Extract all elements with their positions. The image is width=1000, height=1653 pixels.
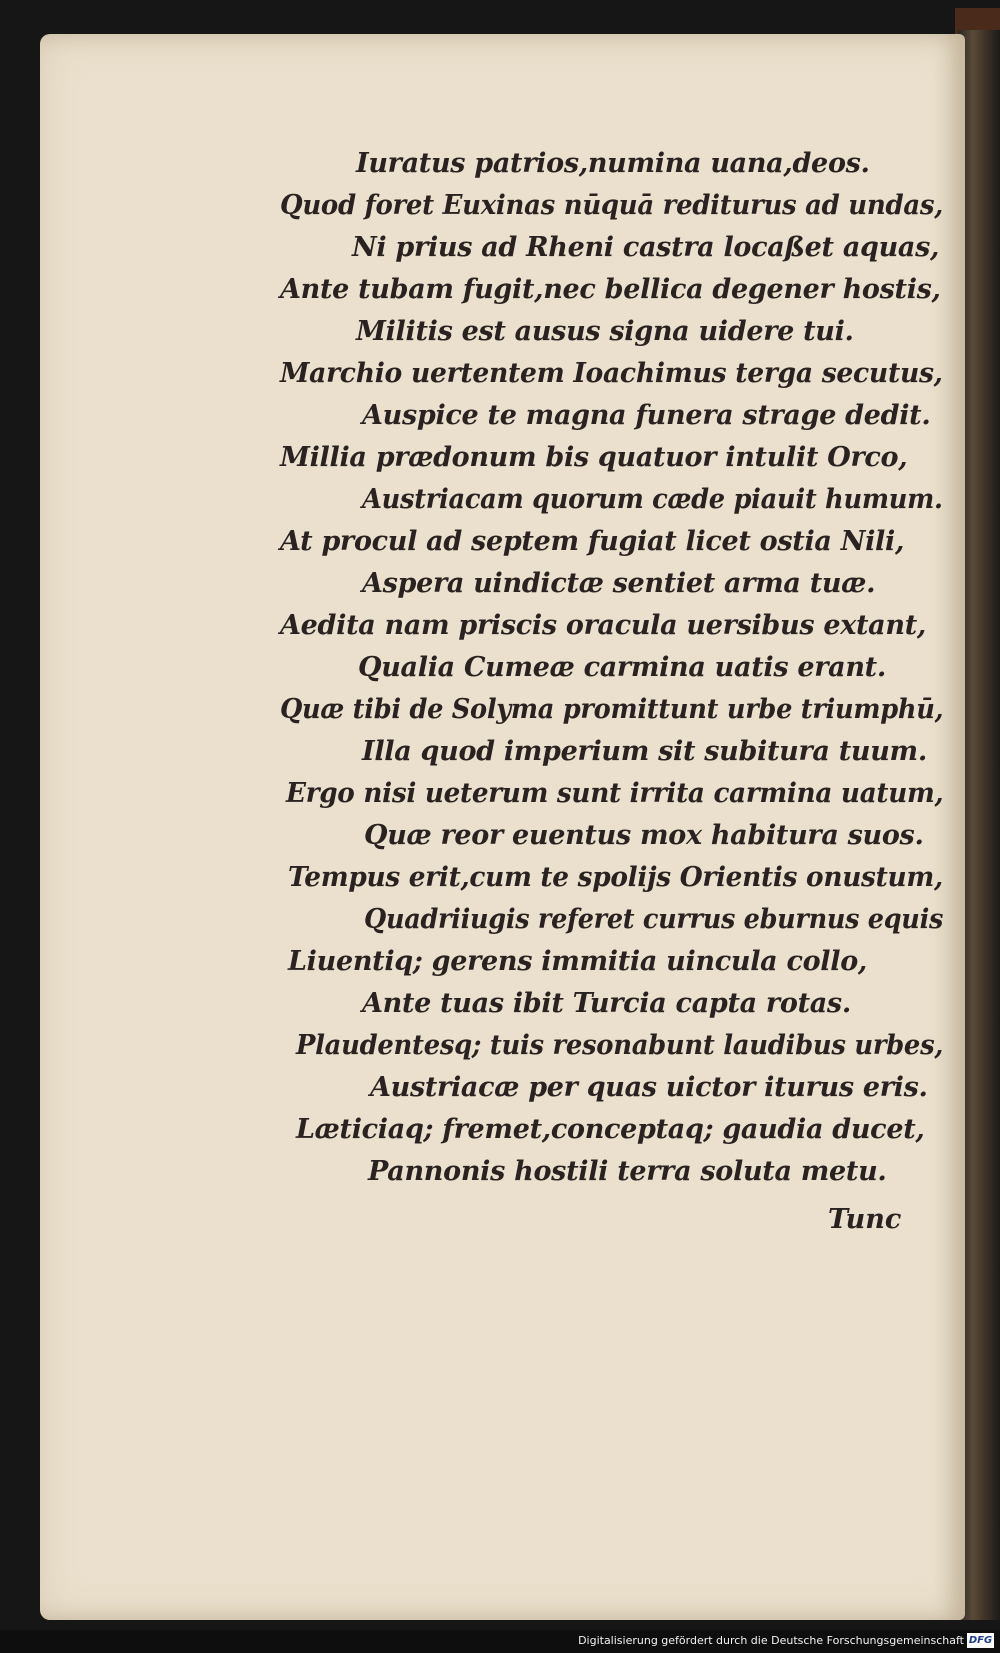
verse-line: Læticiaq; fremet,conceptaq; gaudia ducet,	[296, 1114, 925, 1145]
verse-line: Tempus erit,cum te spolijs Orientis onustum,	[288, 862, 943, 893]
verse-line: Ante tuas ibit Turcia capta rotas.	[362, 988, 851, 1019]
verse-line: Pannonis hostili terra soluta metu.	[368, 1156, 887, 1187]
verse-line: Ergo nisi ueterum sunt irrita carmina uatum,	[286, 778, 944, 809]
funding-credit: Digitalisierung gefördert durch die Deutsche Forschungsgemeinschaft	[578, 1634, 964, 1647]
verse-line: Aedita nam priscis oracula uersibus extant,	[280, 610, 926, 641]
verse-line: Quæ tibi de Solyma promittunt urbe triumphū,	[280, 694, 944, 725]
verse-line: Iuratus patrios,numina uana,deos.	[356, 148, 870, 179]
verse-line: Quæ reor euentus mox habitura suos.	[364, 820, 924, 851]
verse-line: Marchio uertentem Ioachimus terga secutus,	[280, 358, 943, 389]
verse-line: At procul ad septem fugiat licet ostia Nili,	[280, 526, 905, 557]
verse-line: Austriacæ per quas uictor iturus eris.	[370, 1072, 928, 1103]
paper-page	[40, 34, 965, 1620]
verse-line: Quod foret Euxinas nūquā rediturus ad undas,	[280, 190, 944, 221]
digitization-footer	[0, 1630, 1000, 1653]
verse-line: Liuentiq; gerens immitia uincula collo,	[288, 946, 868, 977]
poem-text-block	[40, 34, 965, 1620]
verse-line: Millia prædonum bis quatuor intulit Orco,	[280, 442, 908, 473]
verse-line: Auspice te magna funera strage dedit.	[362, 400, 931, 431]
verse-line: Quadriiugis referet currus eburnus equis	[364, 904, 944, 935]
verse-line: Illa quod imperium sit subitura tuum.	[362, 736, 927, 767]
verse-line: Militis est ausus signa uidere tui.	[356, 316, 854, 347]
verse-line: Ante tubam fugit,nec bellica degener hostis,	[280, 274, 941, 305]
verse-line: Austriacam quorum cæde piauit humum.	[362, 484, 943, 515]
dfg-logo: DFG	[968, 1635, 993, 1646]
verse-line: Ni prius ad Rheni castra locaßet aquas,	[352, 232, 940, 263]
verse-line: Aspera uindictæ sentiet arma tuæ.	[362, 568, 876, 599]
catchword: Tunc	[828, 1204, 902, 1235]
verse-line: Plaudentesq; tuis resonabunt laudibus urbes,	[296, 1030, 944, 1061]
verse-line: Qualia Cumeæ carmina uatis erant.	[358, 652, 886, 683]
